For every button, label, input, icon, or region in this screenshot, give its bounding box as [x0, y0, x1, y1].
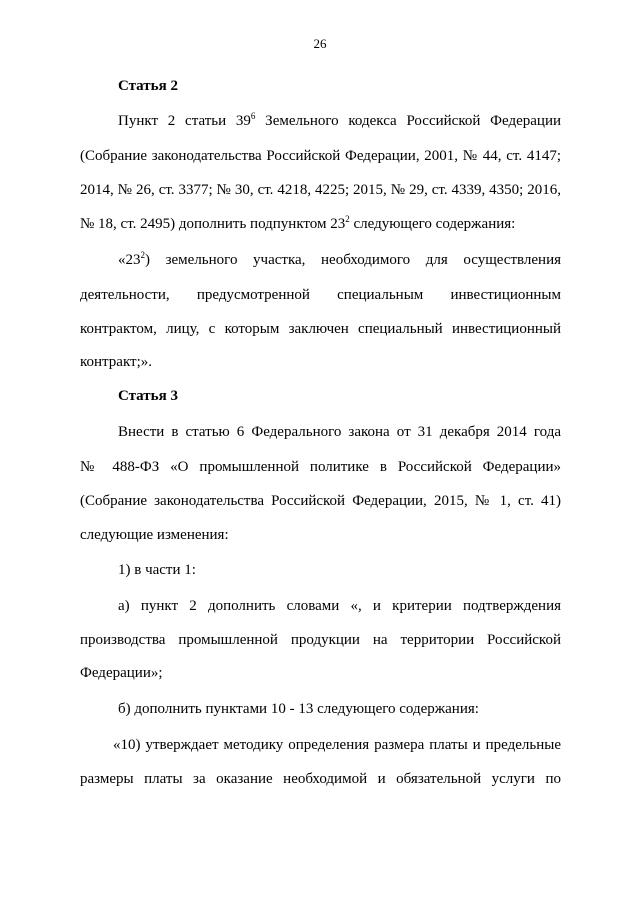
article-2-heading: Статья 2	[118, 78, 178, 94]
article-2-intro-line-3: 2014, № 26, ст. 3377; № 30, ст. 4218, 4225; 2015, № 29, ст. 4339, 4350; 2016,	[80, 182, 561, 198]
article-3-intro-line-4: следующие изменения:	[80, 527, 229, 543]
article-2-quote-line-2: деятельности, предусмотренной специальным инвестиционным	[80, 287, 561, 303]
article-2-quote-line-3: контрактом, лицу, с которым заключен специальный инвестиционный	[80, 321, 561, 337]
text-fragment: Пункт 2 статьи 39	[118, 113, 251, 129]
text-fragment: «23	[118, 252, 141, 268]
article-3-item-a-line-1: а) пункт 2 дополнить словами «, и критерии подтверждения	[118, 598, 561, 614]
article-3-heading: Статья 3	[118, 388, 178, 404]
superscript: 6	[250, 111, 256, 121]
article-2-quote-line-1	[118, 251, 561, 269]
text-fragment: ) земельного участка, необходимого для осуществления	[145, 252, 561, 268]
superscript: 2	[140, 250, 145, 260]
article-2-intro-line-4	[80, 215, 561, 233]
article-3-item-b: б) дополнить пунктами 10 - 13 следующего содержания:	[118, 701, 479, 717]
article-3-item-10-line-1: «10) утверждает методику определения размера платы и предельные	[113, 737, 561, 753]
page-number: 26	[313, 36, 327, 51]
text-fragment: следующего содержания:	[349, 216, 516, 232]
article-3-intro-line-1: Внести в статью 6 Федерального закона от 31 декабря 2014 года	[118, 424, 561, 440]
article-3-item-a-line-3: Федерации»;	[80, 665, 163, 681]
article-2-intro-line-1	[118, 112, 561, 130]
article-2-quote-line-4: контракт;».	[80, 354, 153, 370]
article-3-intro-line-3: (Собрание законодательства Российской Федерации, 2015, № 1, ст. 41)	[80, 493, 561, 509]
article-2-intro-line-2: (Собрание законодательства Российской Федерации, 2001, № 44, ст. 4147;	[80, 148, 561, 164]
article-3-item-10-line-2: размеры платы за оказание необходимой и обязательной услуги по	[80, 771, 561, 787]
superscript: 2	[345, 214, 350, 224]
text-fragment: Земельного кодекса Российской Федерации	[255, 113, 562, 129]
article-3-item-1: 1) в части 1:	[118, 562, 196, 578]
article-3-item-a-line-2: производства промышленной продукции на территории Российской	[80, 632, 561, 648]
article-3-intro-line-2: № 488-ФЗ «О промышленной политике в Российской Федерации»	[80, 459, 561, 475]
text-fragment: № 18, ст. 2495) дополнить подпунктом 23	[80, 216, 346, 232]
